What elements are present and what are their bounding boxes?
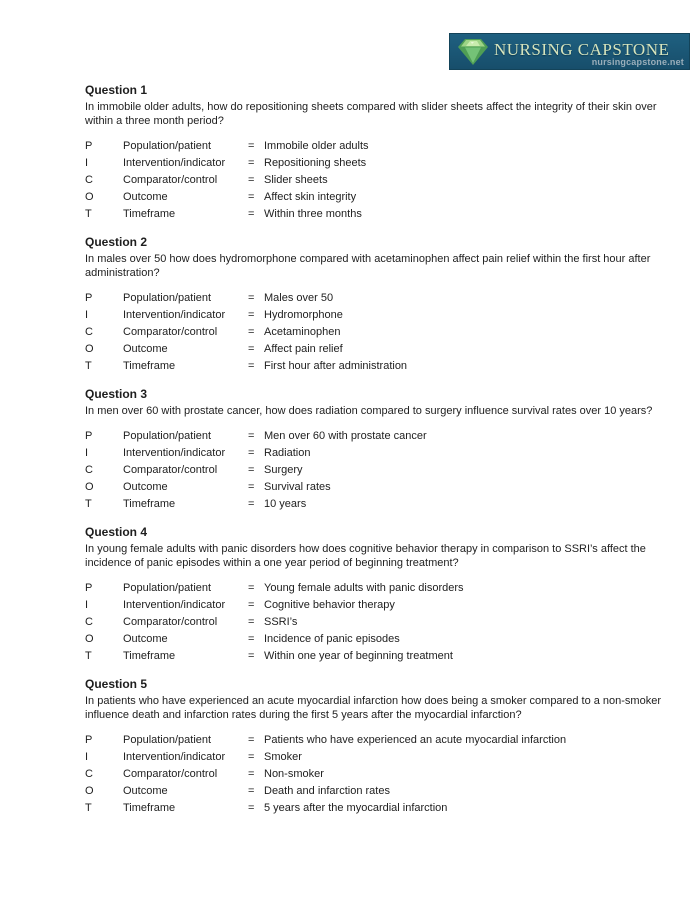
picot-row xyxy=(85,357,663,374)
equals-sign: = xyxy=(248,429,255,442)
picot-letter: P xyxy=(85,733,93,746)
picot-letter: O xyxy=(85,480,94,493)
picot-value: Death and infarction rates xyxy=(264,784,390,797)
picot-letter: O xyxy=(85,342,94,355)
question-title: Question 1 xyxy=(85,83,148,97)
picot-letter: C xyxy=(85,463,93,476)
picot-letter: O xyxy=(85,784,94,797)
question-text: In males over 50 how does hydromorphone compared with acetaminophen affect pain relief within the first hour after administration? xyxy=(85,253,651,279)
picot-value: Affect pain relief xyxy=(264,342,343,355)
picot-value: Incidence of panic episodes xyxy=(264,632,400,645)
picot-row xyxy=(85,495,663,512)
picot-row xyxy=(85,340,663,357)
picot-term: Intervention/indicator xyxy=(123,308,226,321)
picot-term: Timeframe xyxy=(123,359,176,372)
equals-sign: = xyxy=(248,446,255,459)
picot-term: Timeframe xyxy=(123,497,176,510)
picot-value: Non-smoker xyxy=(264,767,324,780)
picot-row xyxy=(85,205,663,222)
picot-letter: P xyxy=(85,581,93,594)
picot-term: Outcome xyxy=(123,480,168,493)
question-block-4 xyxy=(85,525,663,664)
picot-letter: T xyxy=(85,649,92,662)
picot-row xyxy=(85,461,663,478)
question-text: In patients who have experienced an acute myocardial infarction how does being a smoker compared to a non-smoker influence death and infarction rates during the first 5 years after the myocardial infarction? xyxy=(85,695,661,721)
picot-letter: I xyxy=(85,446,89,459)
question-title: Question 5 xyxy=(85,677,148,691)
picot-value: Acetaminophen xyxy=(264,325,341,338)
picot-value: Within one year of beginning treatment xyxy=(264,649,453,662)
picot-term: Outcome xyxy=(123,632,168,645)
picot-letter: T xyxy=(85,359,92,372)
picot-letter: T xyxy=(85,207,92,220)
equals-sign: = xyxy=(248,325,255,338)
picot-value: 5 years after the myocardial infarction xyxy=(264,801,448,814)
picot-value: Patients who have experienced an acute myocardial infarction xyxy=(264,733,567,746)
picot-value: Young female adults with panic disorders xyxy=(264,581,464,594)
picot-term: Population/patient xyxy=(123,733,212,746)
picot-term: Timeframe xyxy=(123,649,176,662)
diamond-gem-icon xyxy=(457,38,489,67)
equals-sign: = xyxy=(248,632,255,645)
picot-value: Immobile older adults xyxy=(264,139,369,152)
question-text: In young female adults with panic disorders how does cognitive behavior therapy in comparison to SSRI’s affect the incidence of panic episodes within a one year period of beginning treatment? xyxy=(85,543,646,569)
document-content xyxy=(85,83,663,829)
picot-letter: I xyxy=(85,750,89,763)
equals-sign: = xyxy=(248,767,255,780)
nursing-capstone-logo xyxy=(449,33,690,70)
picot-value: Repositioning sheets xyxy=(264,156,367,169)
equals-sign: = xyxy=(248,342,255,355)
logo-title: NURSING CAPSTONE xyxy=(494,40,670,59)
picot-value: Males over 50 xyxy=(264,291,334,304)
picot-row xyxy=(85,171,663,188)
picot-letter: C xyxy=(85,615,93,628)
picot-letter: C xyxy=(85,767,93,780)
picot-value: Smoker xyxy=(264,750,302,763)
picot-term: Intervention/indicator xyxy=(123,598,226,611)
picot-term: Comparator/control xyxy=(123,615,218,628)
picot-letter: I xyxy=(85,308,89,321)
question-block-2 xyxy=(85,235,663,374)
question-block-5 xyxy=(85,677,663,816)
equals-sign: = xyxy=(248,173,255,186)
picot-term: Intervention/indicator xyxy=(123,750,226,763)
picot-row xyxy=(85,478,663,495)
question-title: Question 3 xyxy=(85,387,148,401)
picot-value: Survival rates xyxy=(264,480,331,493)
picot-letter: T xyxy=(85,497,92,510)
logo-subtitle: nursingcapstone.net xyxy=(591,57,684,67)
picot-row xyxy=(85,427,663,444)
equals-sign: = xyxy=(248,291,255,304)
picot-table xyxy=(85,289,663,374)
picot-row xyxy=(85,154,663,171)
equals-sign: = xyxy=(248,801,255,814)
picot-row xyxy=(85,748,663,765)
picot-term: Intervention/indicator xyxy=(123,446,226,459)
picot-term: Comparator/control xyxy=(123,463,218,476)
equals-sign: = xyxy=(248,156,255,169)
question-block-3 xyxy=(85,387,663,512)
equals-sign: = xyxy=(248,207,255,220)
question-block-1 xyxy=(85,83,663,222)
picot-row xyxy=(85,765,663,782)
picot-letter: P xyxy=(85,291,93,304)
equals-sign: = xyxy=(248,784,255,797)
picot-letter: P xyxy=(85,139,93,152)
picot-row xyxy=(85,323,663,340)
question-text: In immobile older adults, how do repositioning sheets compared with slider sheets affect the integrity of their skin over within a three month period? xyxy=(85,101,657,127)
picot-letter: O xyxy=(85,190,94,203)
picot-term: Comparator/control xyxy=(123,173,218,186)
picot-value: Cognitive behavior therapy xyxy=(264,598,395,611)
picot-row xyxy=(85,444,663,461)
picot-row xyxy=(85,799,663,816)
picot-table xyxy=(85,427,663,512)
picot-row xyxy=(85,579,663,596)
picot-term: Outcome xyxy=(123,342,168,355)
picot-table xyxy=(85,137,663,222)
picot-term: Outcome xyxy=(123,784,168,797)
picot-value: Within three months xyxy=(264,207,362,220)
picot-value: SSRI’s xyxy=(264,615,298,628)
picot-value: Radiation xyxy=(264,446,311,459)
question-title: Question 4 xyxy=(85,525,148,539)
picot-letter: I xyxy=(85,598,89,611)
picot-term: Population/patient xyxy=(123,581,212,594)
picot-term: Timeframe xyxy=(123,801,176,814)
picot-value: 10 years xyxy=(264,497,307,510)
picot-letter: O xyxy=(85,632,94,645)
equals-sign: = xyxy=(248,308,255,321)
equals-sign: = xyxy=(248,139,255,152)
picot-term: Intervention/indicator xyxy=(123,156,226,169)
picot-row xyxy=(85,731,663,748)
picot-value: First hour after administration xyxy=(264,359,408,372)
picot-term: Population/patient xyxy=(123,139,212,152)
picot-letter: I xyxy=(85,156,89,169)
picot-term: Timeframe xyxy=(123,207,176,220)
picot-row xyxy=(85,647,663,664)
picot-value: Surgery xyxy=(264,463,303,476)
equals-sign: = xyxy=(248,581,255,594)
picot-table xyxy=(85,579,663,664)
picot-row xyxy=(85,782,663,799)
picot-value: Slider sheets xyxy=(264,173,328,186)
picot-term: Population/patient xyxy=(123,291,212,304)
equals-sign: = xyxy=(248,497,255,510)
question-title: Question 2 xyxy=(85,235,148,249)
picot-row xyxy=(85,306,663,323)
equals-sign: = xyxy=(248,463,255,476)
equals-sign: = xyxy=(248,733,255,746)
equals-sign: = xyxy=(248,649,255,662)
picot-letter: P xyxy=(85,429,93,442)
picot-letter: T xyxy=(85,801,92,814)
picot-term: Comparator/control xyxy=(123,767,218,780)
picot-row xyxy=(85,289,663,306)
picot-term: Outcome xyxy=(123,190,168,203)
picot-value: Men over 60 with prostate cancer xyxy=(264,429,427,442)
picot-letter: C xyxy=(85,325,93,338)
picot-term: Comparator/control xyxy=(123,325,218,338)
equals-sign: = xyxy=(248,480,255,493)
equals-sign: = xyxy=(248,190,255,203)
picot-row xyxy=(85,613,663,630)
equals-sign: = xyxy=(248,615,255,628)
picot-letter: C xyxy=(85,173,93,186)
picot-row xyxy=(85,630,663,647)
picot-value: Affect skin integrity xyxy=(264,190,357,203)
picot-term: Population/patient xyxy=(123,429,212,442)
equals-sign: = xyxy=(248,359,255,372)
picot-row xyxy=(85,188,663,205)
equals-sign: = xyxy=(248,598,255,611)
question-text: In men over 60 with prostate cancer, how does radiation compared to surgery influence survival rates over 10 years? xyxy=(85,405,653,417)
picot-row xyxy=(85,137,663,154)
picot-value: Hydromorphone xyxy=(264,308,343,321)
picot-row xyxy=(85,596,663,613)
picot-table xyxy=(85,731,663,816)
equals-sign: = xyxy=(248,750,255,763)
